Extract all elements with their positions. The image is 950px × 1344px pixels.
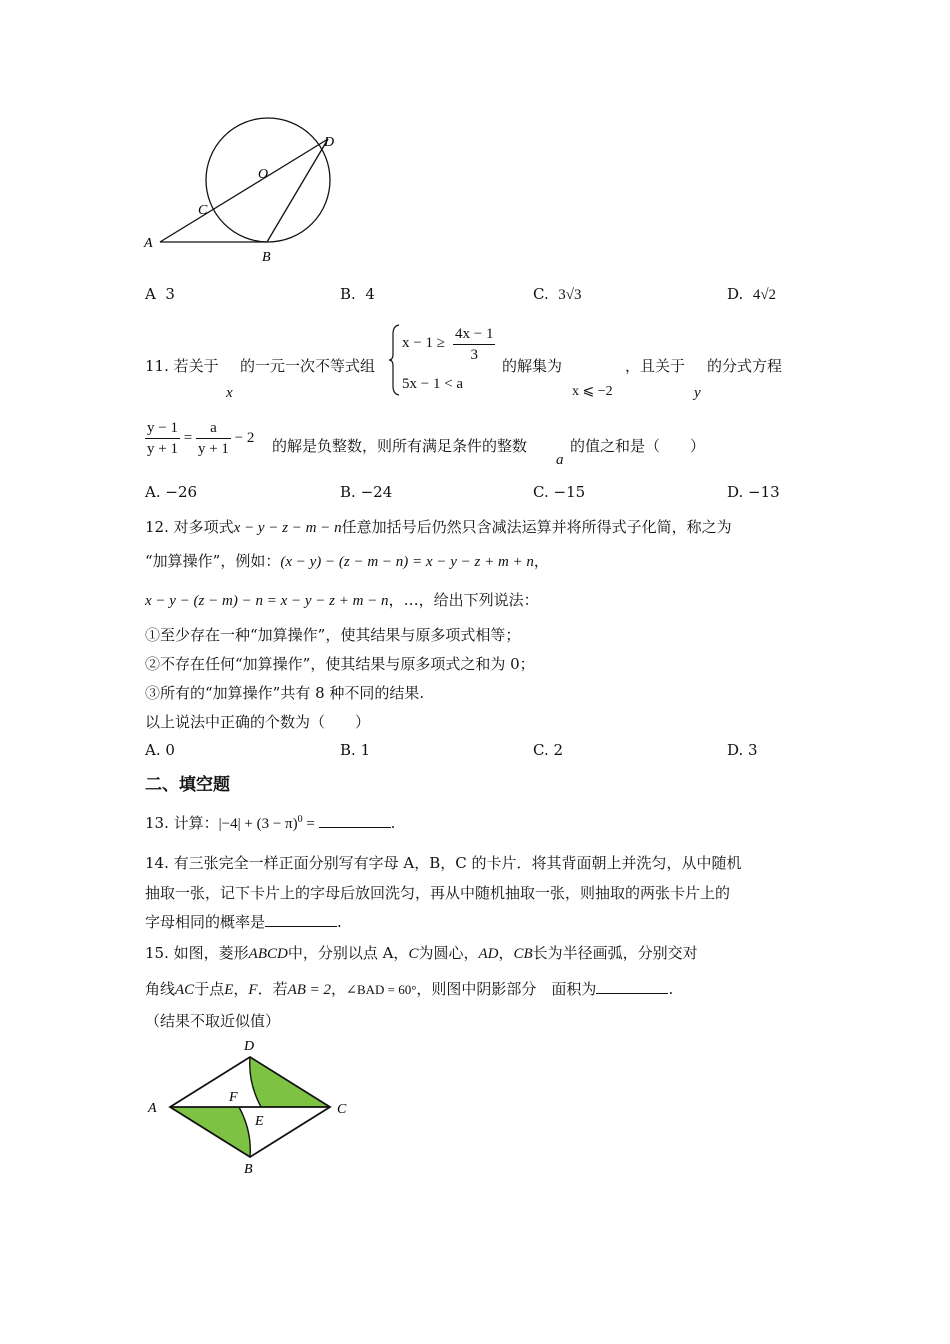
- q12-option-a[interactable]: A. 0: [145, 741, 175, 759]
- ineq1-frac: $\frac{4x - 1}{3}$: [455, 326, 494, 363]
- q14-answer-blank[interactable]: [265, 912, 337, 927]
- label-o: O: [258, 167, 269, 182]
- q11-option-d[interactable]: D. −13: [727, 483, 780, 501]
- q15-line1: 15. 如图，菱形ABCD中，分别以点 A，C为圆心，AD，CB长为半径画弧，分别交对: [145, 944, 698, 962]
- q12-statement-2: ②不存在任何“加算操作”，使其结果与原多项式之和为 0；: [145, 655, 535, 673]
- q12-option-b[interactable]: B. 1: [340, 741, 371, 759]
- q12-line3: x − y − (z − m) − n = x − y − z + m − n，…，给出下列说法：: [145, 591, 539, 609]
- q11-text-7: 的值之和是（ ）: [570, 437, 706, 455]
- q13-answer-blank[interactable]: [319, 813, 391, 828]
- q11-text-4: ，且关于: [625, 357, 686, 375]
- q11-line1: 11. 若关于: [145, 357, 219, 375]
- q12-line2: “加算操作”，例如：(x − y) − (z − m − n) = x − y − z + m + n，: [145, 552, 549, 570]
- q10-option-d[interactable]: D. 4√2: [727, 285, 777, 303]
- label-a: A: [148, 1101, 157, 1116]
- q11-text-3: 的解集为: [502, 357, 563, 375]
- label-f: F: [229, 1090, 238, 1105]
- label-d: D: [244, 1039, 255, 1054]
- q12-option-c[interactable]: C. 2: [533, 741, 564, 759]
- label-b: B: [262, 250, 271, 265]
- q14-line1: 14. 有三张完全一样正面分别写有字母 A，B，C 的卡片．将其背面朝上并洗匀，从中随机: [145, 854, 742, 872]
- q11-equation: $\frac{y - 1}{y + 1}$ = $\frac{a}{y + 1}$ − 2: [147, 420, 255, 457]
- q11-text-2: 的一元一次不等式组: [240, 357, 376, 375]
- label-c: C: [337, 1102, 347, 1117]
- q12-statement-1: ①至少存在一种“加算操作”，使其结果与原多项式相等；: [145, 626, 521, 644]
- q13: 13. 计算：$|-4| + (3 - \pi)^0$ = .: [145, 814, 396, 832]
- rhombus-figure: [140, 1035, 360, 1180]
- q14-line2: 抽取一张，记下卡片上的字母后放回洗匀，再从中随机抽取一张，则抽取的两张卡片上的: [145, 884, 731, 902]
- label-e: E: [255, 1114, 264, 1129]
- circle-figure: [140, 112, 350, 272]
- q12-statement-3: ③所有的“加算操作”共有 8 种不同的结果.: [145, 684, 425, 702]
- ineq2: 5x − 1 < a: [402, 376, 464, 392]
- q11-var-x: x: [226, 385, 233, 401]
- label-c: C: [198, 203, 208, 218]
- segment-bd: [267, 139, 328, 242]
- label-d: D: [324, 135, 335, 150]
- q10-option-b[interactable]: B. 4: [340, 285, 375, 303]
- q11-option-c[interactable]: C. −15: [533, 483, 586, 501]
- q10-option-a[interactable]: A 3: [145, 285, 175, 303]
- section-title: 二、填空题: [145, 775, 230, 795]
- segment-ad: [160, 139, 328, 242]
- q15-note: （结果不取近似值）: [145, 1012, 281, 1030]
- q11-var-a: a: [556, 452, 564, 468]
- ineq1: x − 1 ≥: [402, 335, 445, 351]
- q10-option-c[interactable]: C. 3√3: [533, 285, 582, 303]
- q15-answer-blank[interactable]: [596, 979, 668, 994]
- q12-option-d[interactable]: D. 3: [727, 741, 758, 759]
- q12-ask: 以上说法中正确的个数为（ ）: [145, 713, 371, 731]
- label-a: A: [144, 236, 153, 251]
- label-b: B: [244, 1162, 253, 1177]
- q11-solution-set: x ⩽ −2: [572, 384, 613, 399]
- q11-var-y: y: [694, 385, 701, 401]
- q11-text-6: 的解是负整数，则所有满足条件的整数: [272, 437, 528, 455]
- q11-option-a[interactable]: A. −26: [145, 483, 198, 501]
- q12-line1: 12. 对多项式x − y − z − m − n任意加括号后仍然只含减法运算并将所得式子化简，称之为: [145, 518, 732, 536]
- system-brace: [389, 324, 401, 396]
- q11-option-b[interactable]: B. −24: [340, 483, 393, 501]
- q15-line2: 角线AC于点E，F．若AB = 2，∠BAD = 60°，则图中阴影部分 面积为 .: [145, 980, 674, 998]
- q14-line3: 字母相同的概率是 .: [145, 913, 342, 931]
- q11-text-5: 的分式方程: [707, 357, 783, 375]
